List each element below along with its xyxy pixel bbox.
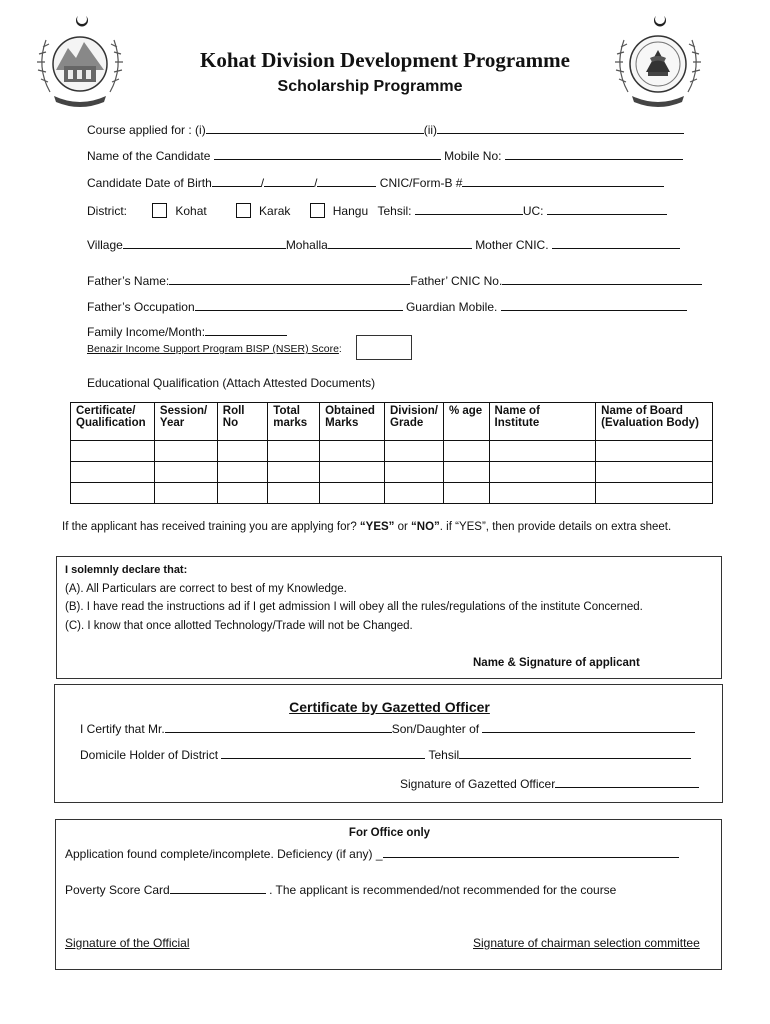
dob-year-field[interactable] [317,176,376,187]
father-name-field[interactable] [169,274,410,285]
tehsil-field[interactable] [415,204,523,215]
col-division: Division/ Grade [385,403,444,441]
col-obtained-marks: Obtained Marks [320,403,385,441]
village-row: Village Mohalla Mother CNIC. [87,238,680,252]
declaration-heading: I solemnly declare that: [65,564,188,576]
father-cnic-field[interactable] [502,274,702,285]
bisp-row: Benazir Income Support Program BISP (NSER) Score: [87,343,342,355]
col-total-marks: Total marks [268,403,320,441]
dob-month-field[interactable] [264,176,314,187]
deficiency-field[interactable] [383,847,679,858]
table-row [71,441,713,462]
official-signature-label: Signature of the Official [65,936,190,950]
district-hangu-checkbox[interactable] [310,203,325,218]
certificate-box [54,684,723,803]
table-header-row [71,403,713,441]
declaration-a: (A). All Particulars are correct to best of my Knowledge. [65,583,347,595]
training-question: If the applicant has received training you are applying for? “YES” or “NO”. if “YES”, then provide details on extra sheet. [62,521,672,533]
table-row [71,483,713,504]
declaration-c: (C). I know that once allotted Technology/Trade will not be Changed. [65,620,413,632]
certify-name-field[interactable] [165,722,392,733]
domicile-row: Domicile Holder of District Tehsil [80,748,691,762]
guardian-mobile-field[interactable] [501,300,687,311]
mobile-field[interactable] [505,149,683,160]
poverty-score-field[interactable] [170,883,266,894]
page-subtitle: Scholarship Programme [277,78,463,95]
cnic-field[interactable] [462,176,664,187]
chairman-signature-label: Signature of chairman selection committee [473,936,700,950]
bisp-score-box[interactable] [356,335,412,360]
course-i-field[interactable] [206,123,424,134]
col-roll-no: Roll No [217,403,268,441]
district-karak-checkbox[interactable] [236,203,251,218]
uc-field[interactable] [547,204,667,215]
col-certificate: Certificate/ Qualification [71,403,155,441]
gazetted-signature-row: Signature of Gazetted Officer [400,777,699,791]
page-title: Kohat Division Development Programme [200,48,570,72]
mother-cnic-field[interactable] [552,238,680,249]
col-session: Session/ Year [154,403,217,441]
course-row: Course applied for : (i) (ii) [87,123,684,137]
father-occupation-field[interactable] [195,300,403,311]
domicile-district-field[interactable] [221,748,425,759]
dob-row: Candidate Date of Birth / / CNIC/Form-B # [87,176,664,190]
certify-row: I Certify that Mr. Son/Daughter of [80,722,695,736]
son-daughter-field[interactable] [482,722,695,733]
gazetted-signature-field[interactable] [555,777,699,788]
candidate-name-field[interactable] [214,149,441,160]
family-income-field[interactable] [205,325,287,336]
course-ii-field[interactable] [437,123,684,134]
col-board: Name of Board (Evaluation Body) [596,403,713,441]
family-income-row: Family Income/Month: [87,325,287,339]
office-box [55,819,722,970]
col-percentage: % age [443,403,489,441]
office-heading: For Office only [348,827,431,839]
education-table [70,402,713,504]
certificate-tehsil-field[interactable] [459,748,691,759]
deficiency-row: Application found complete/incomplete. Deficiency (if any) _ [65,847,679,861]
district-row: District: Kohat Karak Hangu Tehsil: UC: [87,203,667,218]
dob-day-field[interactable] [212,176,261,187]
certificate-heading: Certificate by Gazetted Officer [289,699,490,715]
education-heading: Educational Qualification (Attach Attested Documents) [87,376,376,390]
district-kohat-checkbox[interactable] [152,203,167,218]
candidate-row: Name of the Candidate Mobile No: [87,149,683,163]
table-row [71,462,713,483]
col-institute: Name of Institute [489,403,596,441]
applicant-signature-label: Name & Signature of applicant [473,657,640,669]
village-field[interactable] [123,238,286,249]
declaration-box [56,556,722,679]
father-occupation-row: Father’s Occupation Guardian Mobile. [87,300,687,314]
father-name-row: Father’s Name: Father’ CNIC No. [87,274,702,288]
poverty-row: Poverty Score Card . The applicant is recommended/not recommended for the course [65,883,617,897]
mohalla-field[interactable] [328,238,472,249]
declaration-b: (B). I have read the instructions ad if I get admission I will obey all the rules/regulations of the institute Concerned. [65,601,643,613]
